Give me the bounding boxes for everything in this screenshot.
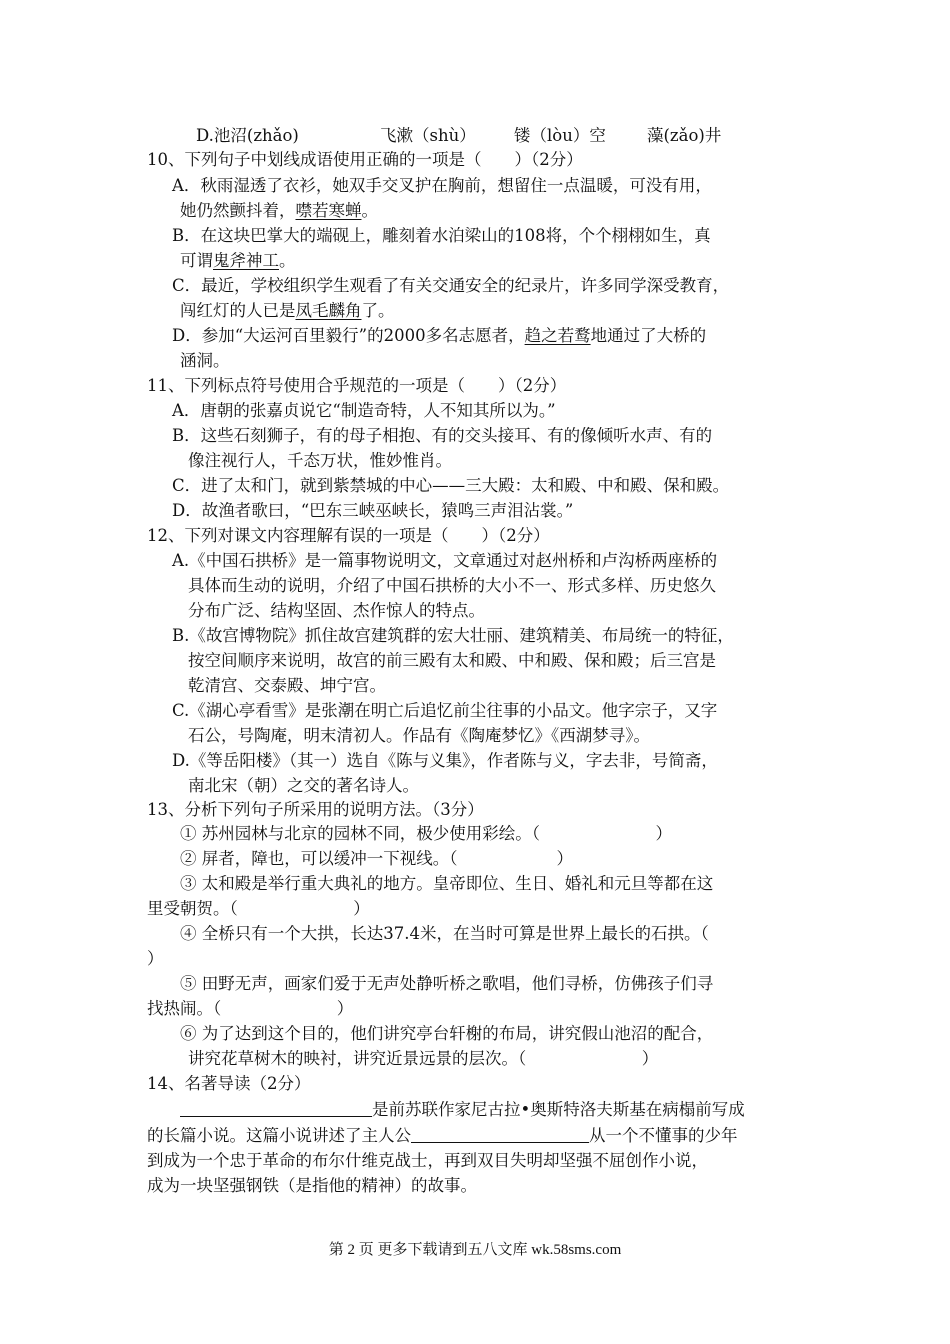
q10-option-c: C．最近，学校组织学生观看了有关交通安全的纪录片，许多同学深受教育， — [172, 276, 730, 295]
q12-option-a-cont: 分布广泛、结构坚固、杰作惊人的特点。 — [188, 601, 485, 620]
q12-option-c: C.《湖心亭看雪》是张潮在明亡后追忆前尘往事的小品文。他字宗子，又字 — [172, 701, 718, 720]
q10-option-b: B．在这块巴掌大的端砚上，雕刻着水泊梁山的108将，个个栩栩如生，真 — [172, 226, 711, 245]
q14-line-3: 到成为一个忠于革命的布尔什维克战士，再到双目失明却坚强不屈创作小说， — [147, 1151, 708, 1170]
q14-stem: 14、名著导读（2分） — [147, 1074, 311, 1093]
underlined-idiom: 噤若寒蝉 — [295, 201, 362, 220]
q13-sentence-4: ④ 全桥只有一个大拱，长达37.4米，在当时可算是世界上最长的石拱。（ — [180, 924, 709, 943]
q12-option-a-cont: 具体而生动的说明，介绍了中国石拱桥的大小不一、形式多样、历史悠久 — [188, 576, 716, 595]
q11-option-b-cont: 像注视行人，千态万状，惟妙惟肖。 — [188, 451, 452, 470]
q10-option-d: D．参加“大运河百里毅行”的2000多名志愿者，趋之若鹜地通过了大桥的 — [172, 326, 707, 345]
q11-option-d: D．故渔者歌曰，“巴东三峡巫峡长，猿鸣三声泪沾裳。” — [172, 501, 574, 520]
answer-blank-protagonist[interactable] — [411, 1124, 589, 1143]
q13-sentence-6: ⑥ 为了达到这个目的，他们讲究亭台轩榭的布局，讲究假山池沼的配合， — [180, 1024, 714, 1043]
q12-option-b: B.《故宫博物院》抓住故宫建筑群的宏大壮丽、建筑精美、布局统一的特征， — [172, 626, 734, 645]
q12-option-d-cont: 南北宋（朝）之交的著名诗人。 — [188, 776, 419, 795]
q10-stem: 10、下列句子中划线成语使用正确的一项是（ ）（2分） — [147, 150, 583, 169]
q11-stem: 11、下列标点符号使用合乎规范的一项是（ ）（2分） — [147, 376, 567, 395]
answer-blank-book-title[interactable] — [180, 1098, 372, 1117]
underlined-idiom: 鬼斧神工 — [213, 251, 279, 270]
underlined-idiom: 趋之若鹜 — [524, 326, 591, 345]
q13-sentence-1: ① 苏州园林与北京的园林不同，极少使用彩绘。（ ） — [180, 824, 672, 843]
q13-sentence-6-cont: 讲究花草树木的映衬，讲究近景远景的层次。（ ） — [188, 1049, 659, 1068]
q12-option-c-cont: 石公，号陶庵，明末清初人。作品有《陶庵梦忆》《西湖梦寻》。 — [188, 726, 650, 745]
q13-sentence-5-cont: 找热闹。（ ） — [147, 999, 354, 1018]
q11-option-a: A．唐朝的张嘉贞说它“制造奇特，人不知其所以为。” — [172, 401, 556, 420]
q13-sentence-3: ③ 太和殿是举行重大典礼的地方。皇帝即位、生日、婚礼和元旦等都在这 — [180, 874, 714, 893]
q12-option-a: A.《中国石拱桥》是一篇事物说明文，文章通过对赵州桥和卢沟桥两座桥的 — [172, 551, 718, 570]
q10-option-a-cont: 她仍然颤抖着，噤若寒蝉。 — [180, 201, 378, 220]
q13-sentence-3-cont: 里受朝贺。（ ） — [147, 899, 370, 918]
q10-option-d-cont: 涵洞。 — [180, 351, 230, 370]
q11-option-b: B．这些石刻狮子，有的母子相抱、有的交头接耳、有的像倾听水声、有的 — [172, 426, 713, 445]
q9-d-item-3: 镂（lòu）空 — [514, 126, 606, 145]
q14-line-1: 是前苏联作家尼古拉•奥斯特洛夫斯基在病榻前写成 — [180, 1098, 745, 1122]
q12-option-b-cont: 乾清宫、交泰殿、坤宁宫。 — [188, 676, 386, 695]
q10-option-a: A．秋雨湿透了衣衫，她双手交叉护在胸前，想留住一点温暖，可没有用， — [172, 176, 712, 195]
q9-option-d: D.池沼(zhǎo) — [196, 126, 299, 145]
q13-sentence-4-cont: ） — [147, 949, 164, 968]
q12-stem: 12、下列对课文内容理解有误的一项是（ ）（2分） — [147, 526, 550, 545]
underlined-idiom: 凤毛麟角 — [295, 301, 362, 320]
q10-option-c-cont: 闯红灯的人已是凤毛麟角了。 — [180, 301, 395, 320]
q13-sentence-5: ⑤ 田野无声，画家们爱于无声处静听桥之歌唱，他们寻桥，仿佛孩子们寻 — [180, 974, 714, 993]
q9-d-item-2: 飞漱（shù） — [380, 126, 476, 145]
q14-line-2: 的长篇小说。这篇小说讲述了主人公 从一个不懂事的少年 — [147, 1126, 738, 1145]
q13-sentence-2: ② 屏者，障也，可以缓冲一下视线。（ ） — [180, 849, 573, 868]
q12-option-b-cont: 按空间顺序来说明，故宫的前三殿有太和殿、中和殿、保和殿；后三宫是 — [188, 651, 716, 670]
q13-stem: 13、分析下列句子所采用的说明方法。（3分） — [147, 800, 484, 819]
q10-option-b-cont: 可谓鬼斧神工。 — [180, 251, 296, 270]
q11-option-c: C．进了太和门，就到紫禁城的中心——三大殿：太和殿、中和殿、保和殿。 — [172, 476, 730, 495]
q12-option-d: D.《等岳阳楼》（其一）选自《陈与义集》，作者陈与义，字去非，号简斋， — [172, 751, 718, 770]
q14-line-4: 成为一块坚强钢铁（是指他的精神）的故事。 — [147, 1176, 477, 1195]
q9-d-item-4: 藻(zǎo)井 — [647, 126, 722, 145]
page-footer: 第 2 页 更多下载请到五八文库 wk.58sms.com — [328, 1242, 622, 1258]
